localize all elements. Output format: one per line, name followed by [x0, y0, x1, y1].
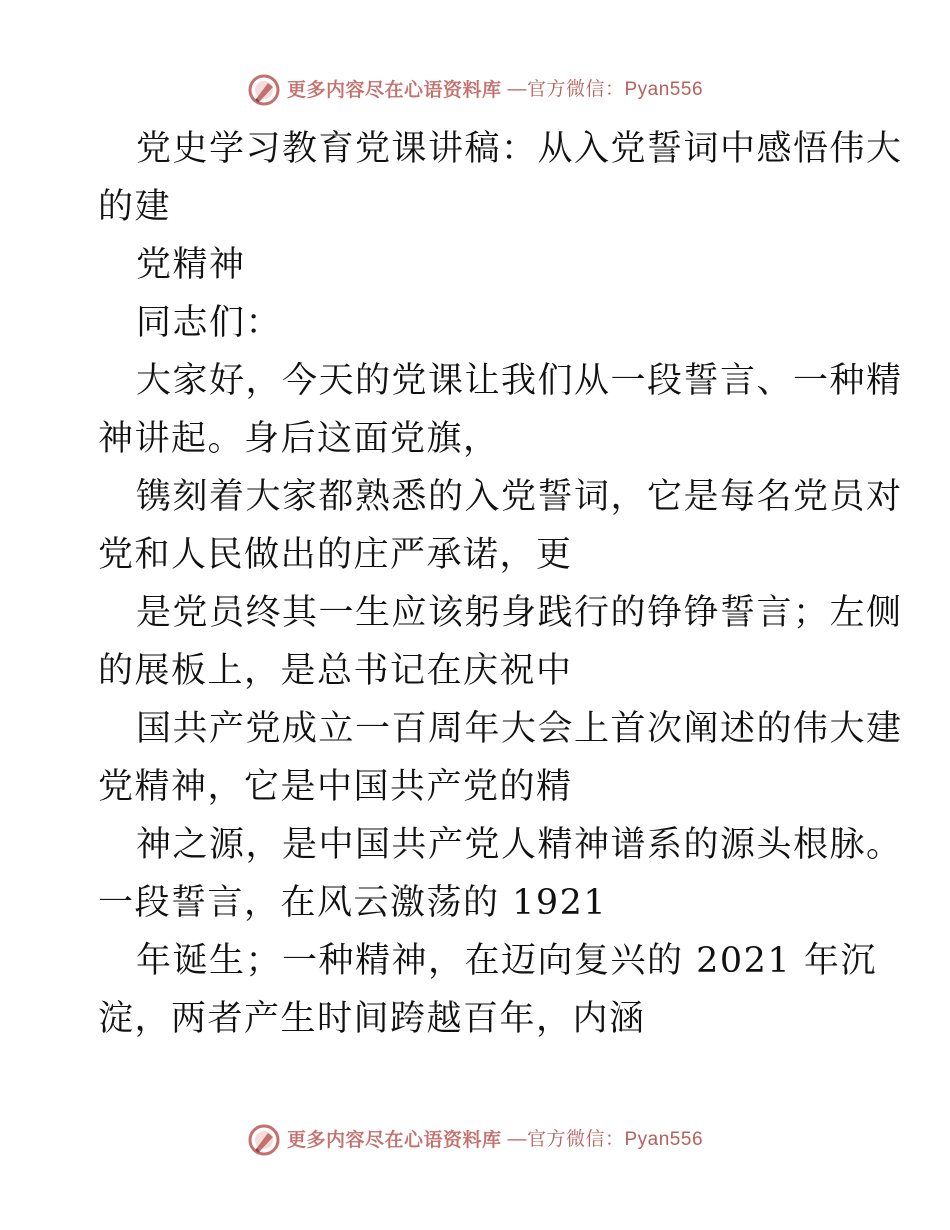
- footer-contact-text: —官方微信：Pyan556: [507, 1129, 704, 1150]
- paragraph-line: 神讲起。身后这面党旗，: [98, 419, 500, 459]
- paragraph-line: 大家好，今天的党课让我们从一段誓言、一种精: [136, 361, 903, 401]
- paragraph-line: 党和人民做出的庄严承诺，更: [98, 535, 573, 575]
- document-title-line: 党精神: [136, 245, 246, 285]
- paragraph-line: 一段誓言，在风云激荡的 1921: [98, 883, 608, 923]
- paragraph-line: 淀，两者产生时间跨越百年，内涵: [98, 999, 646, 1039]
- header-banner: [0, 70, 950, 110]
- document-title-line: 的建: [98, 187, 172, 227]
- header-brand-text: 更多内容尽在心语资料库: [286, 79, 502, 101]
- document-body: [98, 120, 903, 1048]
- paragraph-line: 镌刻着大家都熟悉的入党誓词，它是每名党员对: [136, 477, 903, 517]
- pen-nib-logo-icon: [247, 1123, 281, 1157]
- salutation-line: 同志们：: [136, 303, 283, 343]
- header-contact-text: —官方微信：Pyan556: [507, 79, 704, 100]
- paragraph-line: 神之源，是中国共产党人精神谱系的源头根脉。: [136, 825, 903, 865]
- pen-nib-logo-icon: [247, 73, 281, 107]
- document-title-line: 党史学习教育党课讲稿：从入党誓词中感悟伟大: [136, 129, 903, 169]
- footer-banner: [0, 1120, 950, 1160]
- paragraph-line: 国共产党成立一百周年大会上首次阐述的伟大建: [136, 709, 903, 749]
- paragraph-line: 年诞生；一种精神，在迈向复兴的 2021 年沉: [136, 941, 877, 981]
- paragraph-line: 党精神，它是中国共产党的精: [98, 767, 573, 807]
- paragraph-line: 是党员终其一生应该躬身践行的铮铮誓言；左侧: [136, 593, 903, 633]
- footer-brand-text: 更多内容尽在心语资料库: [286, 1129, 502, 1151]
- paragraph-line: 的展板上，是总书记在庆祝中: [98, 651, 573, 691]
